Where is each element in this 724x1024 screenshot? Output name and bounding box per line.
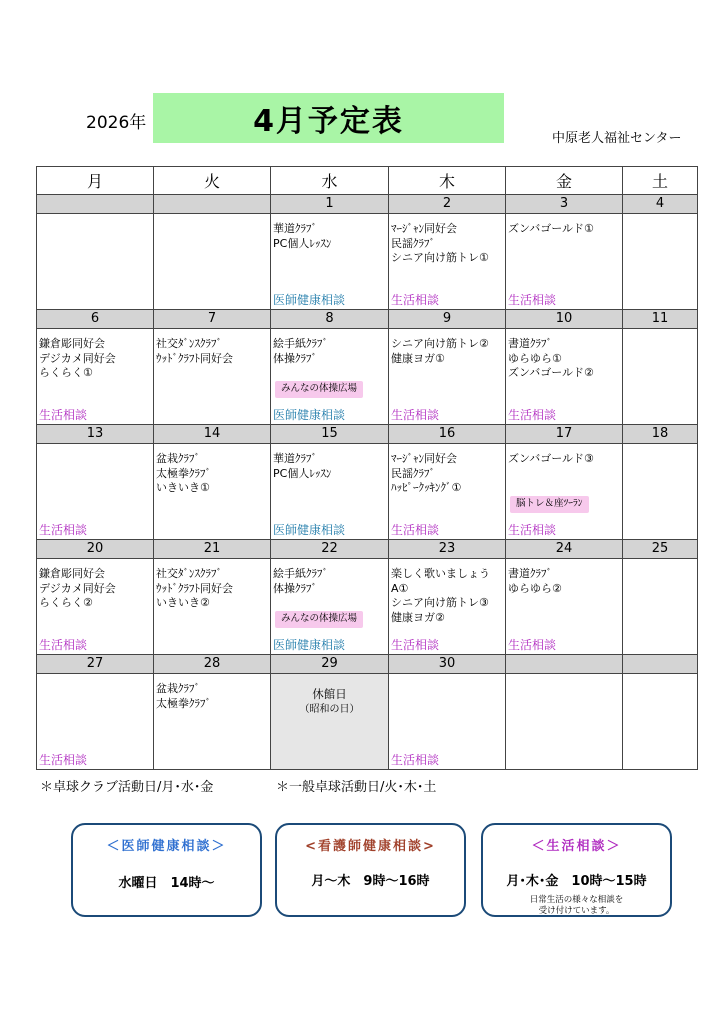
day-cell — [154, 444, 271, 540]
year-label: 2026年 — [86, 113, 147, 133]
doctor-consultation-label: 医師健康相談 — [273, 637, 346, 652]
activity-item: ｳｯﾄﾞｸﾗﾌﾄ同好会 — [156, 351, 233, 365]
activity-item: デジカメ同好会 — [39, 581, 116, 595]
calendar-table — [36, 166, 698, 770]
activity-item: 盆栽ｸﾗﾌﾞ — [156, 682, 200, 695]
life-consultation-title: ＜生活相談＞ — [531, 839, 622, 854]
date-number: 14 — [154, 425, 271, 444]
life-consultation-label: 生活相談 — [39, 407, 88, 422]
date-number: 23 — [389, 540, 506, 559]
date-number: 21 — [154, 540, 271, 559]
activity-item: 盆栽ｸﾗﾌﾞ — [156, 452, 200, 465]
life-consultation-label: 生活相談 — [39, 522, 88, 537]
event-badge: みんなの体操広場 — [275, 611, 363, 628]
page-title: 4月予定表 — [253, 104, 404, 139]
date-number — [37, 195, 154, 214]
day-cell — [37, 444, 154, 540]
activity-item: 絵手紙ｸﾗﾌﾞ — [273, 567, 328, 580]
day-cell — [271, 214, 389, 310]
date-number: 29 — [271, 655, 389, 674]
date-number-row — [37, 655, 698, 674]
weekday-mon: 月 — [37, 167, 154, 195]
day-cell — [389, 214, 506, 310]
activity-item: 絵手紙ｸﾗﾌﾞ — [273, 337, 328, 350]
closed-day-label: 休館日 — [312, 687, 347, 701]
date-number: 16 — [389, 425, 506, 444]
date-number-row — [37, 540, 698, 559]
activity-item: いきいき① — [156, 481, 210, 494]
activity-item: 民謡ｸﾗﾌﾞ — [391, 466, 435, 480]
title-banner — [153, 93, 504, 143]
week-activities-row — [37, 559, 698, 655]
activity-item: 華道ｸﾗﾌﾞ — [273, 222, 317, 235]
date-number: 11 — [623, 310, 698, 329]
date-number-row — [37, 310, 698, 329]
activity-item: デジカメ同好会 — [39, 351, 116, 365]
life-consultation-label: 生活相談 — [391, 522, 440, 537]
day-cell — [37, 674, 154, 770]
organization-name: 中原老人福祉センター — [552, 131, 682, 146]
life-consultation-label: 生活相談 — [391, 292, 440, 307]
day-cell — [37, 214, 154, 310]
date-number-row — [37, 425, 698, 444]
date-number: 9 — [389, 310, 506, 329]
activity-item: 体操ｸﾗﾌﾞ — [273, 581, 317, 595]
date-number: 7 — [154, 310, 271, 329]
activity-item: ﾊｯﾋﾟｰｸｯｷﾝｸﾞ① — [391, 481, 462, 494]
date-number: 1 — [271, 195, 389, 214]
day-cell — [506, 559, 623, 655]
date-number — [506, 655, 623, 674]
activity-item: いきいき② — [156, 596, 210, 609]
weekday-wed: 水 — [271, 167, 389, 195]
life-consultation-label: 生活相談 — [391, 752, 440, 767]
activity-item: らくらく② — [39, 596, 93, 609]
day-cell — [271, 559, 389, 655]
activity-item: ゆらゆら② — [508, 581, 562, 595]
day-cell — [389, 674, 506, 770]
week-activities-row — [37, 444, 698, 540]
date-number: 28 — [154, 655, 271, 674]
activity-item: PC個人ﾚｯｽﾝ — [273, 466, 332, 480]
date-number: 6 — [37, 310, 154, 329]
date-number — [154, 195, 271, 214]
date-number: 27 — [37, 655, 154, 674]
day-cell — [271, 674, 389, 770]
activity-item: ゆらゆら① — [508, 351, 562, 365]
day-cell — [37, 329, 154, 425]
date-number: 10 — [506, 310, 623, 329]
activity-item: ﾏｰｼﾞｬﾝ同好会 — [391, 452, 457, 465]
nurse-consultation-box — [275, 823, 466, 917]
weekday-thu: 木 — [389, 167, 506, 195]
date-number: 13 — [37, 425, 154, 444]
activity-item: 健康ヨガ② — [391, 610, 445, 624]
nurse-consultation-title: <看護師健康相談> — [305, 839, 436, 854]
day-cell — [271, 329, 389, 425]
life-consultation-time: 月･木･金 10時～15時 — [506, 874, 647, 889]
activity-item: シニア向け筋トレ② — [391, 337, 489, 350]
day-cell — [623, 444, 698, 540]
activity-item: 民謡ｸﾗﾌﾞ — [391, 236, 435, 250]
week-activities-row — [37, 214, 698, 310]
day-cell — [389, 444, 506, 540]
activity-item: ズンバゴールド① — [508, 222, 594, 235]
day-cell — [623, 329, 698, 425]
life-consultation-label: 生活相談 — [508, 407, 557, 422]
date-number — [623, 655, 698, 674]
life-consultation-label: 生活相談 — [508, 522, 557, 537]
general-table-tennis-note: ＊一般卓球活動日/火･木･土 — [276, 780, 437, 795]
date-number: 2 — [389, 195, 506, 214]
activity-item: 鎌倉彫同好会 — [39, 567, 105, 580]
day-cell — [506, 214, 623, 310]
activity-item: 太極拳ｸﾗﾌﾞ — [156, 696, 211, 710]
day-cell — [506, 329, 623, 425]
activity-item: シニア向け筋トレ① — [391, 251, 489, 264]
doctor-consultation-label: 医師健康相談 — [273, 407, 346, 422]
activity-item: 書道ｸﾗﾌﾞ — [508, 567, 552, 580]
date-number: 20 — [37, 540, 154, 559]
life-consultation-box — [481, 823, 672, 917]
life-consultation-note-text: 日常生活の様々な相談を 受け付けています。 — [529, 895, 624, 916]
date-number: 17 — [506, 425, 623, 444]
event-badge: みんなの体操広場 — [275, 381, 363, 398]
day-cell — [389, 559, 506, 655]
date-number: 4 — [623, 195, 698, 214]
doctor-consultation-label: 医師健康相談 — [273, 292, 346, 307]
doctor-consultation-title: ＜医師健康相談＞ — [106, 839, 227, 854]
weekday-tue: 火 — [154, 167, 271, 195]
date-number: 25 — [623, 540, 698, 559]
nurse-consultation-time: 月～木 9時～16時 — [311, 874, 430, 889]
life-consultation-label: 生活相談 — [39, 637, 88, 652]
activity-item: PC個人ﾚｯｽﾝ — [273, 236, 332, 250]
week-activities-row — [37, 674, 698, 770]
closed-day-reason: （昭和の日） — [299, 704, 360, 715]
activity-item: A① — [391, 581, 409, 595]
life-consultation-label: 生活相談 — [508, 637, 557, 652]
day-cell — [506, 674, 623, 770]
life-consultation-label: 生活相談 — [508, 292, 557, 307]
activity-item: ズンバゴールド② — [508, 366, 594, 379]
activity-item: ｳｯﾄﾞｸﾗﾌﾄ同好会 — [156, 581, 233, 595]
activity-item: 体操ｸﾗﾌﾞ — [273, 351, 317, 365]
activity-item: 健康ヨガ① — [391, 351, 445, 365]
day-cell — [154, 329, 271, 425]
activity-item: 太極拳ｸﾗﾌﾞ — [156, 466, 211, 480]
date-number: 22 — [271, 540, 389, 559]
activity-item: 楽しく歌いましょう — [391, 567, 490, 580]
day-cell — [154, 674, 271, 770]
date-number: 24 — [506, 540, 623, 559]
week-activities-row — [37, 329, 698, 425]
date-number: 3 — [506, 195, 623, 214]
doctor-consultation-time: 水曜日 14時～ — [118, 876, 215, 891]
activity-item: 華道ｸﾗﾌﾞ — [273, 452, 317, 465]
day-cell — [389, 329, 506, 425]
activity-item: シニア向け筋トレ③ — [391, 596, 489, 609]
doctor-consultation-box — [71, 823, 262, 917]
event-badge: 脳トレ＆座ﾂｰﾗﾝ — [510, 496, 589, 513]
date-number: 30 — [389, 655, 506, 674]
activity-item: 書道ｸﾗﾌﾞ — [508, 337, 552, 350]
date-number: 8 — [271, 310, 389, 329]
date-number: 15 — [271, 425, 389, 444]
date-number: 18 — [623, 425, 698, 444]
day-cell — [154, 214, 271, 310]
weekday-sat: 土 — [623, 167, 698, 195]
life-consultation-note — [483, 895, 670, 917]
day-cell — [154, 559, 271, 655]
day-cell — [37, 559, 154, 655]
date-number-row — [37, 195, 698, 214]
life-consultation-label: 生活相談 — [39, 752, 88, 767]
activity-item: 社交ﾀﾞﾝｽｸﾗﾌﾞ — [156, 337, 222, 350]
day-cell — [271, 444, 389, 540]
day-cell — [506, 444, 623, 540]
activity-item: らくらく① — [39, 366, 93, 379]
day-cell — [623, 559, 698, 655]
day-cell — [623, 674, 698, 770]
weekday-fri: 金 — [506, 167, 623, 195]
activity-item: 鎌倉彫同好会 — [39, 337, 105, 350]
table-tennis-club-note: ＊卓球クラブ活動日/月･水･金 — [40, 780, 214, 795]
day-cell — [623, 214, 698, 310]
doctor-consultation-label: 医師健康相談 — [273, 522, 346, 537]
life-consultation-label: 生活相談 — [391, 637, 440, 652]
activity-item: ズンバゴールド③ — [508, 452, 594, 465]
life-consultation-label: 生活相談 — [391, 407, 440, 422]
weekday-header-row — [37, 167, 698, 195]
activity-item: ﾏｰｼﾞｬﾝ同好会 — [391, 222, 457, 235]
activity-item: 社交ﾀﾞﾝｽｸﾗﾌﾞ — [156, 567, 222, 580]
